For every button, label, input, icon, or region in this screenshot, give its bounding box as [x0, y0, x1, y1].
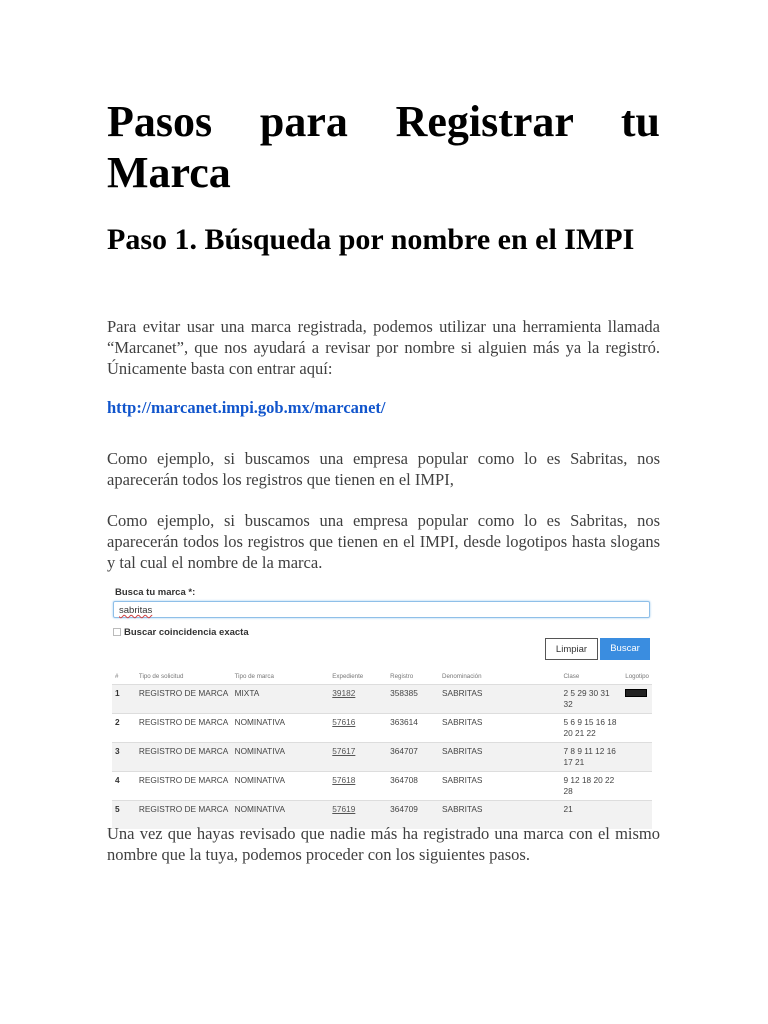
cell-tipo: NOMINATIVA — [232, 772, 330, 801]
row-number: 1 — [112, 685, 136, 714]
cell-denominacion: SABRITAS — [439, 714, 560, 743]
cell-clase: 21 — [560, 801, 622, 830]
checkbox-box[interactable] — [113, 628, 121, 636]
column-header: Denominación — [442, 673, 482, 680]
example-paragraph-long: Como ejemplo, si buscamos una empresa popular como lo es Sabritas, nos aparecerán todos los registros que tienen en el IMPI, desde logotipos hasta slogans y tal cual el nombre de la marca. — [107, 511, 660, 572]
exact-match-label: Buscar coincidencia exacta — [124, 627, 249, 638]
cell-expediente-link[interactable]: 57619 — [329, 801, 387, 830]
cell-denominacion: SABRITAS — [439, 772, 560, 801]
column-header: Tipo de solicitud — [138, 673, 184, 680]
cell-denominacion: SABRITAS — [439, 743, 560, 772]
cell-expediente-link[interactable]: 57618 — [329, 772, 387, 801]
column-header: Registro — [390, 673, 414, 680]
cell-solicitud: REGISTRO DE MARCA — [136, 801, 232, 830]
table-row[interactable] — [112, 714, 652, 743]
cell-solicitud: REGISTRO DE MARCA — [136, 772, 232, 801]
search-label: Busca tu marca *: — [115, 587, 196, 598]
search-input-value: sabritas — [119, 605, 153, 616]
column-header: Expediente — [332, 673, 364, 680]
cell-registro: 364708 — [387, 772, 439, 801]
cell-denominacion: SABRITAS — [439, 685, 560, 714]
row-number: 4 — [112, 772, 136, 801]
step1-heading: Paso 1. Búsqueda por nombre en el IMPI — [107, 223, 635, 256]
cell-tipo: NOMINATIVA — [232, 801, 330, 830]
search-input[interactable] — [113, 601, 650, 618]
cell-registro: 358385 — [387, 685, 439, 714]
cell-clase: 5 6 9 15 16 18 20 21 22 — [560, 714, 622, 743]
table-row[interactable] — [112, 772, 652, 801]
row-number: 3 — [112, 743, 136, 772]
column-header: Clase — [563, 673, 580, 680]
search-button[interactable]: Buscar — [600, 638, 650, 660]
example-paragraph-short: Como ejemplo, si buscamos una empresa popular como lo es Sabritas, nos aparecerán todos los registros que tienen en el IMPI, — [107, 449, 660, 489]
results-table — [112, 671, 652, 829]
marcanet-link[interactable]: http://marcanet.impi.gob.mx/marcanet/ — [107, 398, 386, 417]
logo-thumbnail-icon[interactable] — [625, 689, 647, 697]
column-header: Logotipo — [625, 673, 649, 680]
row-number: 5 — [112, 801, 136, 830]
cell-clase: 2 5 29 30 31 32 — [560, 685, 622, 714]
cell-logotipo — [622, 714, 652, 743]
cell-clase: 7 8 9 11 12 16 17 21 — [560, 743, 622, 772]
table-header-row — [112, 671, 652, 685]
cell-solicitud: REGISTRO DE MARCA — [136, 685, 232, 714]
cell-registro: 364709 — [387, 801, 439, 830]
cell-solicitud: REGISTRO DE MARCA — [136, 714, 232, 743]
clear-button[interactable]: Limpiar — [545, 638, 598, 660]
column-header: Tipo de marca — [234, 673, 274, 680]
column-header: # — [115, 673, 119, 680]
cell-tipo: NOMINATIVA — [232, 743, 330, 772]
cell-tipo: MIXTA — [232, 685, 330, 714]
cell-logotipo — [622, 772, 652, 801]
cell-expediente-link[interactable]: 39182 — [329, 685, 387, 714]
cell-solicitud: REGISTRO DE MARCA — [136, 743, 232, 772]
cell-expediente-link[interactable]: 57616 — [329, 714, 387, 743]
exact-match-checkbox[interactable] — [113, 627, 249, 638]
marcanet-screenshot — [107, 583, 652, 819]
page-title: Pasos para Registrar tu Marca — [107, 97, 660, 197]
cell-clase: 9 12 18 20 22 28 — [560, 772, 622, 801]
cell-registro: 363614 — [387, 714, 439, 743]
table-row[interactable] — [112, 743, 652, 772]
cell-registro: 364707 — [387, 743, 439, 772]
table-row[interactable] — [112, 685, 652, 714]
cell-denominacion: SABRITAS — [439, 801, 560, 830]
cell-expediente-link[interactable]: 57617 — [329, 743, 387, 772]
cell-tipo: NOMINATIVA — [232, 714, 330, 743]
cell-logotipo — [622, 743, 652, 772]
closing-paragraph: Una vez que hayas revisado que nadie más ha registrado una marca con el mismo nombre que la tuya, podemos proceder con los siguientes pasos. — [107, 824, 660, 864]
intro-paragraph: Para evitar usar una marca registrada, podemos utilizar una herramienta llamada “Marcanet”, que nos ayudará a revisar por nombre si alguien más ya la registró. Únicamente basta con entrar aquí: — [107, 317, 660, 378]
row-number: 2 — [112, 714, 136, 743]
cell-logotipo — [622, 685, 652, 714]
